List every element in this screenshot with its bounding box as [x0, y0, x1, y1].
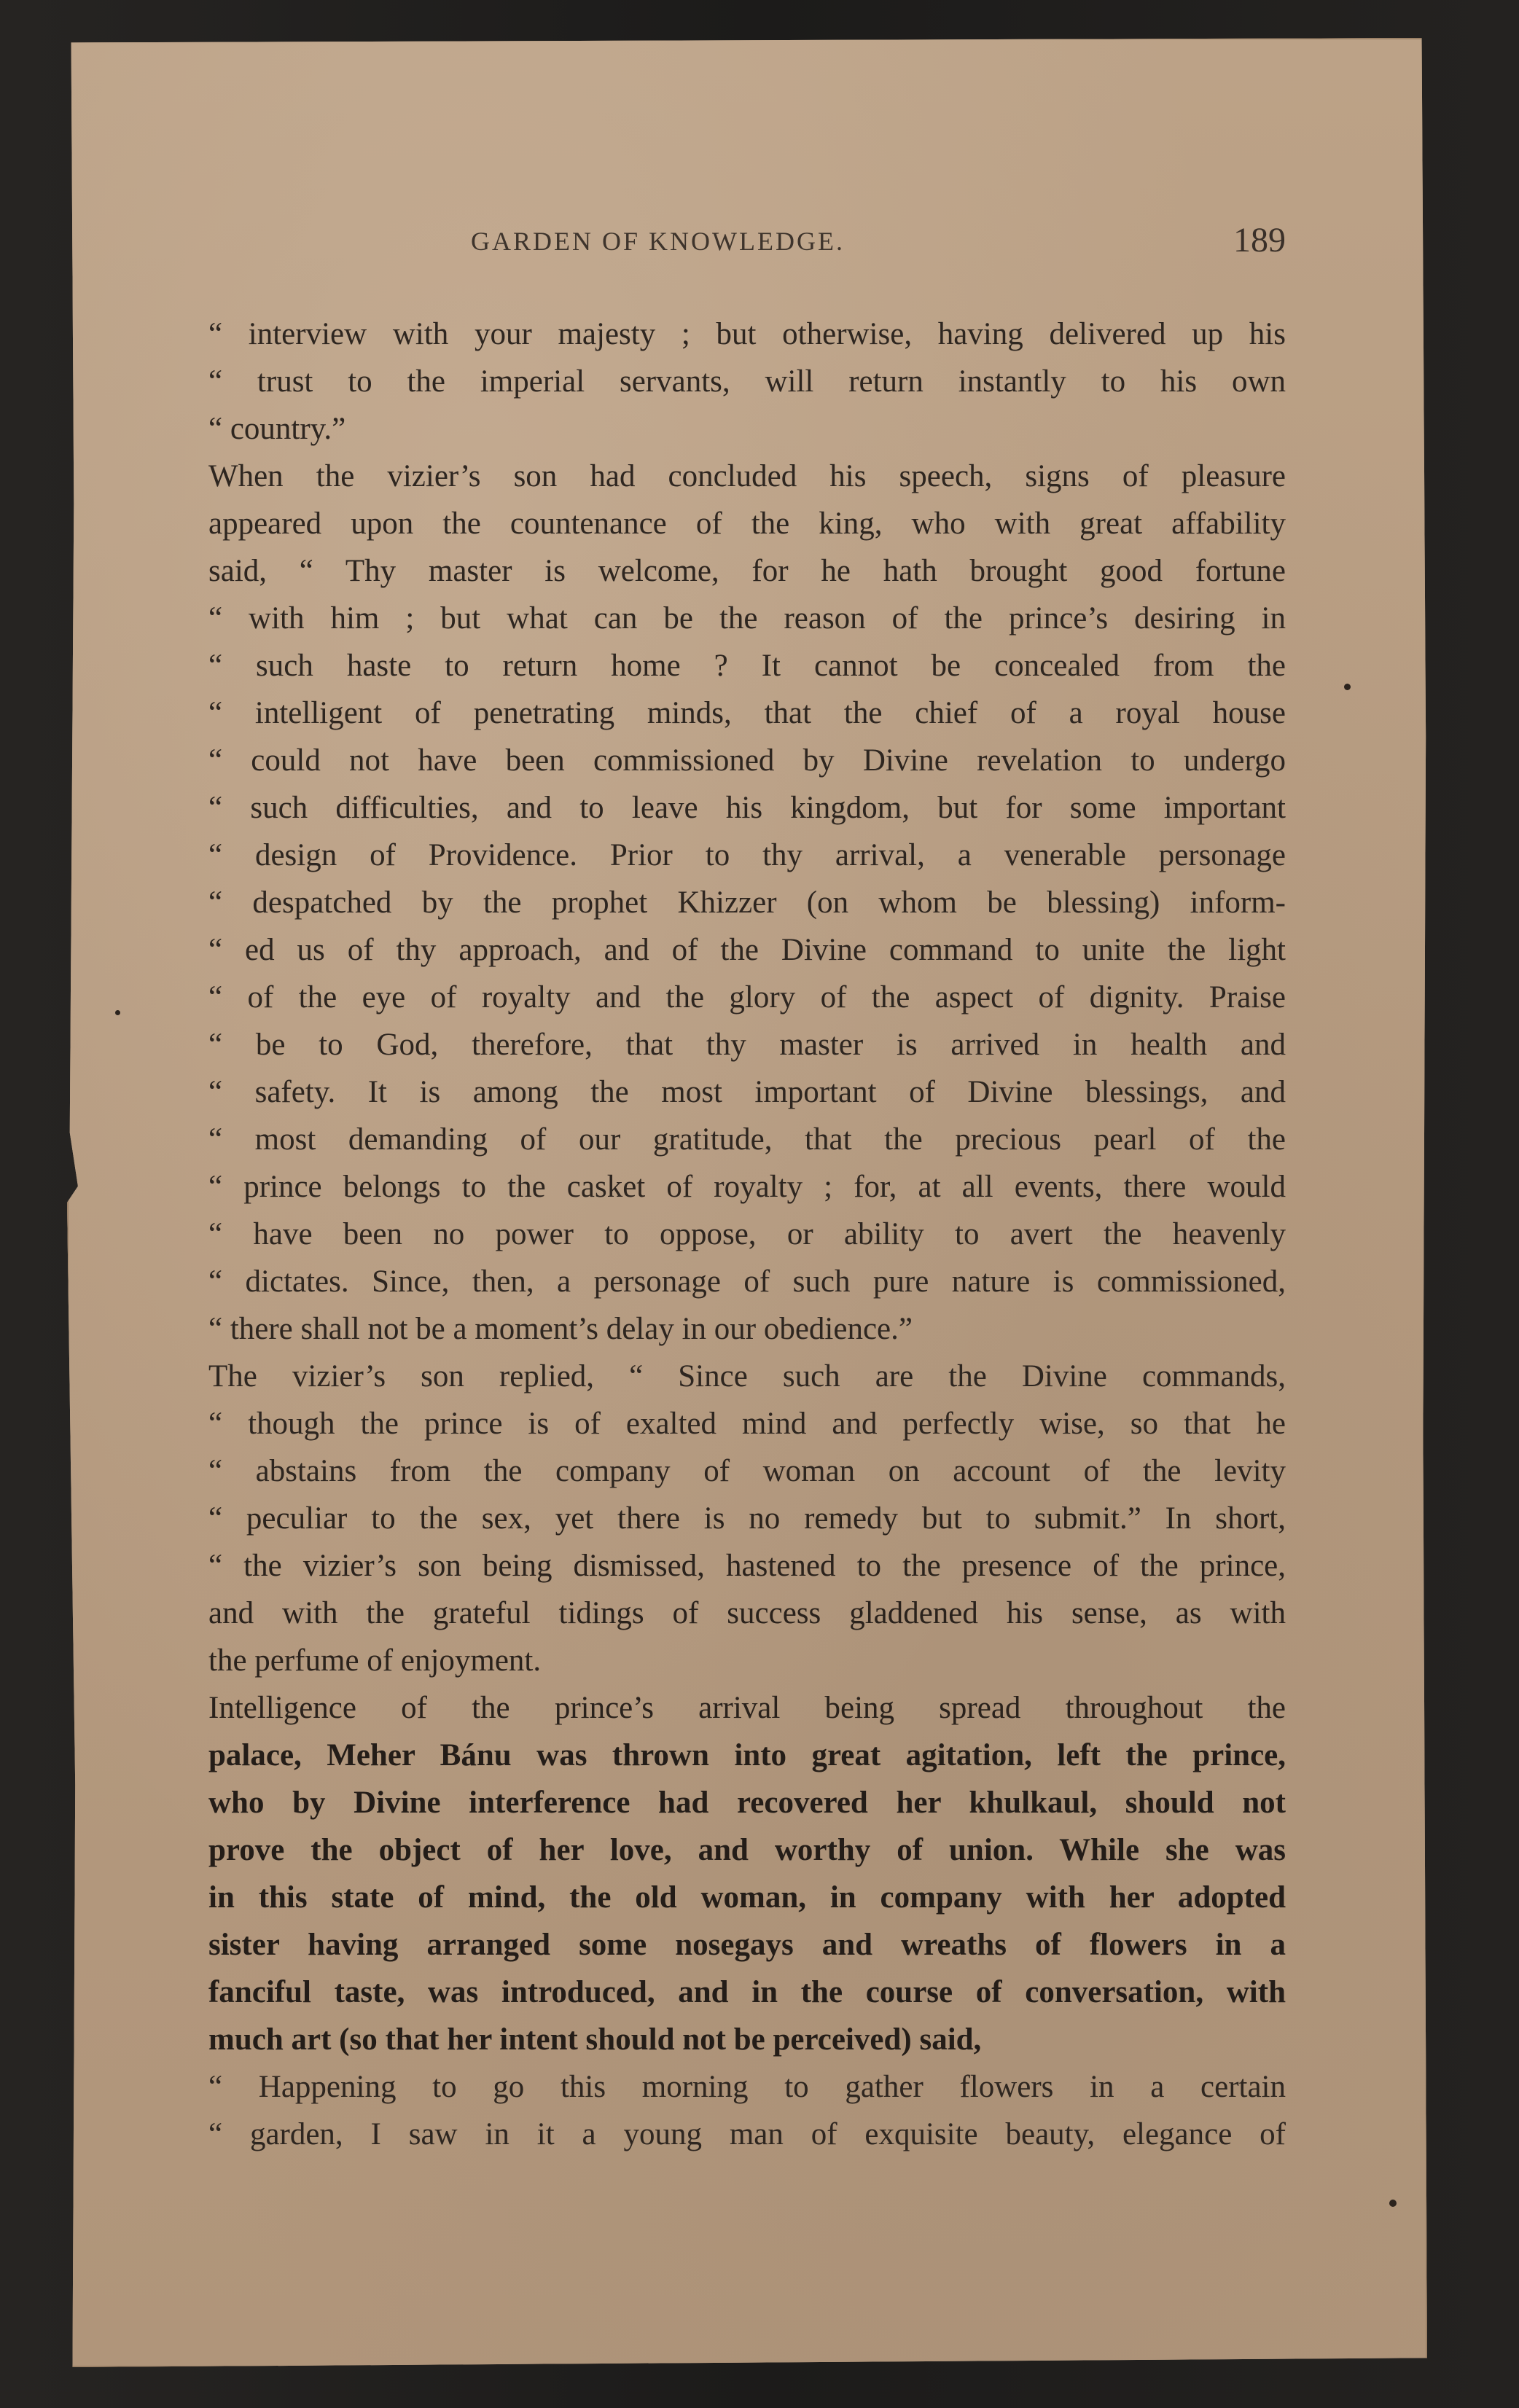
- text-line: sister having arranged some nosegays and wreaths of flowers in a: [208, 1928, 1286, 1962]
- text-line: “ such haste to return home ? It cannot be concealed from the: [208, 649, 1286, 683]
- text-line: “ of the eye of royalty and the glory of the aspect of dignity. Praise: [208, 980, 1286, 1015]
- text-line: “ there shall not be a moment’s delay in our obedience.”: [208, 1312, 913, 1346]
- text-line: “ garden, I saw in it a young man of exquisite beauty, elegance of: [208, 2117, 1286, 2151]
- text-line: fanciful taste, was introduced, and in the course of conversation, with: [208, 1975, 1286, 2009]
- text-line: When the vizier’s son had concluded his speech, signs of pleasure: [208, 459, 1286, 493]
- ink-speck: [115, 1010, 120, 1015]
- text-line: “ despatched by the prophet Khizzer (on whom be blessing) inform-: [208, 886, 1286, 920]
- text-line: “ though the prince is of exalted mind and perfectly wise, so that he: [208, 1407, 1286, 1441]
- text-line: “ safety. It is among the most important of Divine blessings, and: [208, 1075, 1286, 1109]
- text-line: “ the vizier’s son being dismissed, hastened to the presence of the prince,: [208, 1549, 1286, 1583]
- text-line: “ peculiar to the sex, yet there is no remedy but to submit.” In short,: [208, 1501, 1286, 1536]
- text-line: “ could not have been commissioned by Divine revelation to undergo: [208, 743, 1286, 778]
- text-line: “ ed us of thy approach, and of the Divine command to unite the light: [208, 933, 1286, 967]
- text-line: “ interview with your majesty ; but otherwise, having delivered up his: [208, 317, 1286, 351]
- text-line: “ be to God, therefore, that thy master is arrived in health and: [208, 1028, 1286, 1062]
- text-line: “ Happening to go this morning to gather flowers in a certain: [208, 2070, 1286, 2104]
- text-line: “ with him ; but what can be the reason of the prince’s desiring in: [208, 601, 1286, 636]
- page-header: [471, 221, 1295, 270]
- text-line: “ such difficulties, and to leave his kingdom, but for some important: [208, 791, 1286, 825]
- text-line: “ most demanding of our gratitude, that the precious pearl of the: [208, 1122, 1286, 1157]
- text-line: said, “ Thy master is welcome, for he hath brought good fortune: [208, 554, 1286, 588]
- text-line: “ trust to the imperial servants, will return instantly to his own: [208, 364, 1286, 399]
- text-line: Intelligence of the prince’s arrival being spread throughout the: [208, 1691, 1286, 1725]
- text-line: and with the grateful tidings of success gladdened his sense, as with: [208, 1596, 1286, 1630]
- body-text: [208, 310, 1286, 2158]
- ink-speck: [1344, 684, 1351, 690]
- text-line: “ design of Providence. Prior to thy arrival, a venerable personage: [208, 838, 1286, 872]
- text-line: “ dictates. Since, then, a personage of such pure nature is commissioned,: [208, 1264, 1286, 1299]
- text-line: in this state of mind, the old woman, in company with her adopted: [208, 1880, 1286, 1915]
- running-title: GARDEN OF KNOWLEDGE.: [471, 227, 845, 256]
- text-line: The vizier’s son replied, “ Since such are the Divine commands,: [208, 1359, 1286, 1393]
- text-line: palace, Meher Bánu was thrown into great agitation, left the prince,: [208, 1738, 1286, 1772]
- text-line: the perfume of enjoyment.: [208, 1643, 542, 1678]
- text-line: “ prince belongs to the casket of royalty ; for, at all events, there would: [208, 1170, 1286, 1204]
- text-line: “ have been no power to oppose, or ability to avert the heavenly: [208, 1217, 1286, 1251]
- ink-speck: [1389, 2200, 1397, 2207]
- text-line: appeared upon the countenance of the king, who with great affability: [208, 507, 1286, 541]
- text-line: who by Divine interference had recovered her khulkaul, should not: [208, 1786, 1286, 1820]
- text-line: “ abstains from the company of woman on account of the levity: [208, 1454, 1286, 1488]
- text-line: prove the object of her love, and worthy of union. While she was: [208, 1833, 1286, 1867]
- page-number: 189: [1233, 221, 1286, 259]
- text-line: much art (so that her intent should not be perceived) said,: [208, 2022, 982, 2057]
- text-line: “ intelligent of penetrating minds, that the chief of a royal house: [208, 696, 1286, 730]
- text-line: “ country.”: [208, 412, 346, 446]
